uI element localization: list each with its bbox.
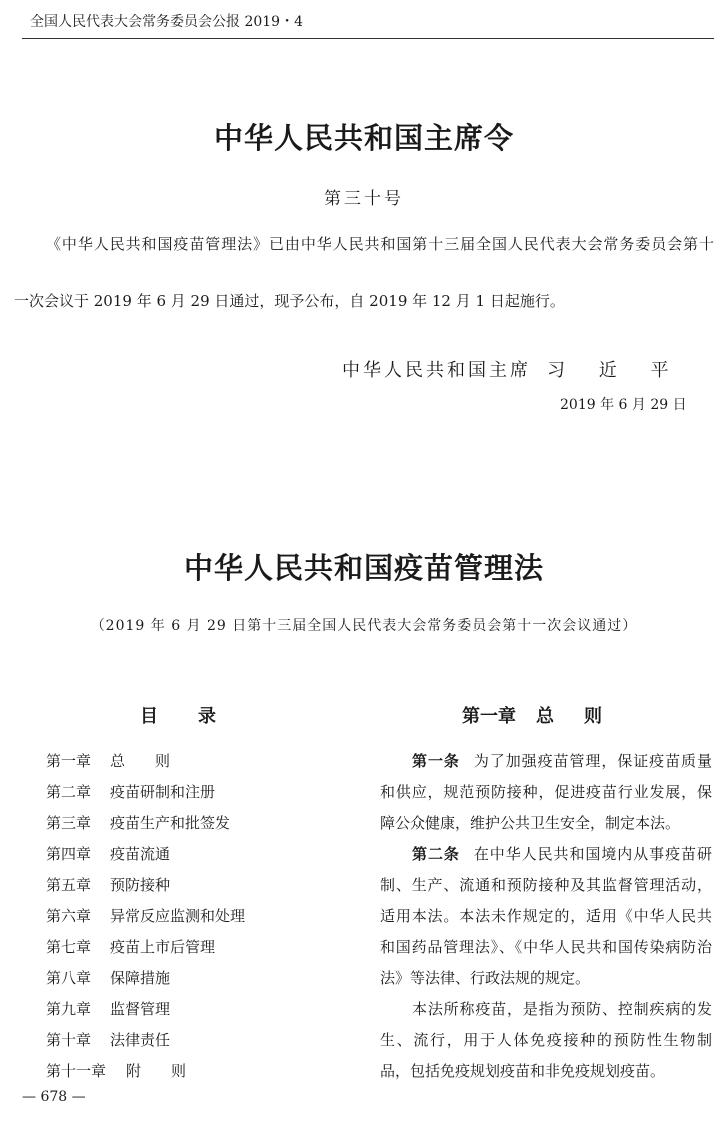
toc-chapter-title: 保障措施 — [110, 969, 171, 987]
toc-chapter-num: 第六章 — [46, 907, 92, 925]
toc-chapter-num: 第九章 — [46, 1000, 92, 1018]
toc-chapter-num: 第十章 — [46, 1031, 92, 1049]
order-number: 第三十号 — [324, 189, 404, 209]
article-2-line: 法》等法律、行政法规的规定。 — [380, 969, 591, 987]
order-body-line-1: 《中华人民共和国疫苗管理法》已由中华人民共和国第十三届全国人民代表大会常务委员会第十 — [46, 235, 714, 253]
article-1-line — [412, 750, 712, 771]
article-2-line: 制、生产、流通和预防接种及其监督管理活动， — [380, 876, 712, 894]
toc-item — [46, 1029, 170, 1050]
toc-chapter-title: 疫苗上市后管理 — [110, 938, 216, 956]
article-1-line: 和供应，规范预防接种，促进疫苗行业发展，保 — [380, 783, 712, 801]
paragraph-3-line: 生、流行，用于人体免疫接种的预防性生物制 — [380, 1031, 712, 1049]
article-2-line — [412, 843, 712, 864]
toc-chapter-title: 疫苗生产和批签发 — [110, 814, 231, 832]
toc-chapter-num: 第十一章 — [46, 1062, 107, 1080]
law-subtitle: （2019 年 6 月 29 日第十三届全国人民代表大会常务委员会第十一次会议通过） — [90, 618, 638, 634]
order-title: 中华人民共和国主席令 — [213, 121, 514, 155]
toc-chapter-num: 第一章 — [46, 752, 92, 770]
toc-chapter-num: 第二章 — [46, 783, 92, 801]
article-2-line: 适用本法。本法未作规定的，适用《中华人民共 — [380, 907, 712, 925]
toc-chapter-title: 预防接种 — [110, 876, 171, 894]
signature-title: 中华人民共和国主席 — [342, 360, 531, 381]
toc-chapter-num: 第四章 — [46, 845, 92, 863]
toc-item — [46, 750, 170, 771]
signature-name: 习 近 平 — [547, 360, 683, 381]
article-2-label: 第二条 — [412, 845, 460, 863]
toc-chapter-title: 法律责任 — [110, 1031, 171, 1049]
signature — [342, 356, 682, 382]
chapter-1-title: 总则 — [536, 706, 632, 727]
article-text: 在中华人民共和国境内从事疫苗研 — [473, 845, 712, 863]
toc-chapter-title: 疫苗研制和注册 — [110, 783, 216, 801]
toc-item — [46, 905, 245, 926]
article-text: 为了加强疫苗管理，保证疫苗质量 — [473, 752, 712, 770]
toc-chapter-num: 第八章 — [46, 969, 92, 987]
paragraph-3-line: 品，包括免疫规划疫苗和非免疫规划疫苗。 — [380, 1062, 666, 1080]
paragraph-3-line: 本法所称疫苗，是指为预防、控制疾病的发 — [412, 1000, 712, 1018]
header-rule — [22, 38, 714, 39]
toc-item — [46, 812, 230, 833]
chapter-1-heading — [462, 702, 632, 728]
article-2-line: 和国药品管理法》、《中华人民共和国传染病防治 — [380, 938, 712, 956]
order-body-line-2: 一次会议于 2019 年 6 月 29 日通过，现予公布，自 2019 年 12 月 1 日起施行。 — [14, 292, 565, 310]
page-number: — 678 — — [22, 1089, 86, 1105]
toc-chapter-num: 第五章 — [46, 876, 92, 894]
toc-item — [46, 967, 170, 988]
law-title: 中华人民共和国疫苗管理法 — [183, 551, 544, 585]
order-date: 2019 年 6 月 29 日 — [560, 397, 687, 413]
toc-item — [46, 998, 170, 1019]
toc-chapter-title: 疫苗流通 — [110, 845, 171, 863]
toc-item — [46, 874, 170, 895]
toc-item — [46, 1060, 186, 1081]
toc-item — [46, 843, 170, 864]
chapter-1-num: 第一章 — [462, 706, 516, 727]
toc-chapter-title: 监督管理 — [110, 1000, 171, 1018]
running-header: 全国人民代表大会常务委员会公报 2019・4 — [30, 14, 303, 30]
toc-chapter-title: 总 则 — [110, 752, 171, 770]
toc-heading: 目录 — [140, 706, 256, 727]
toc-item — [46, 936, 215, 957]
toc-item — [46, 781, 215, 802]
toc-chapter-title: 异常反应监测和处理 — [110, 907, 246, 925]
toc-chapter-num: 第七章 — [46, 938, 92, 956]
toc-chapter-num: 第三章 — [46, 814, 92, 832]
article-1-label: 第一条 — [412, 752, 460, 770]
toc-chapter-title: 附 则 — [126, 1062, 187, 1080]
article-1-line: 障公众健康，维护公共卫生安全，制定本法。 — [380, 814, 681, 832]
